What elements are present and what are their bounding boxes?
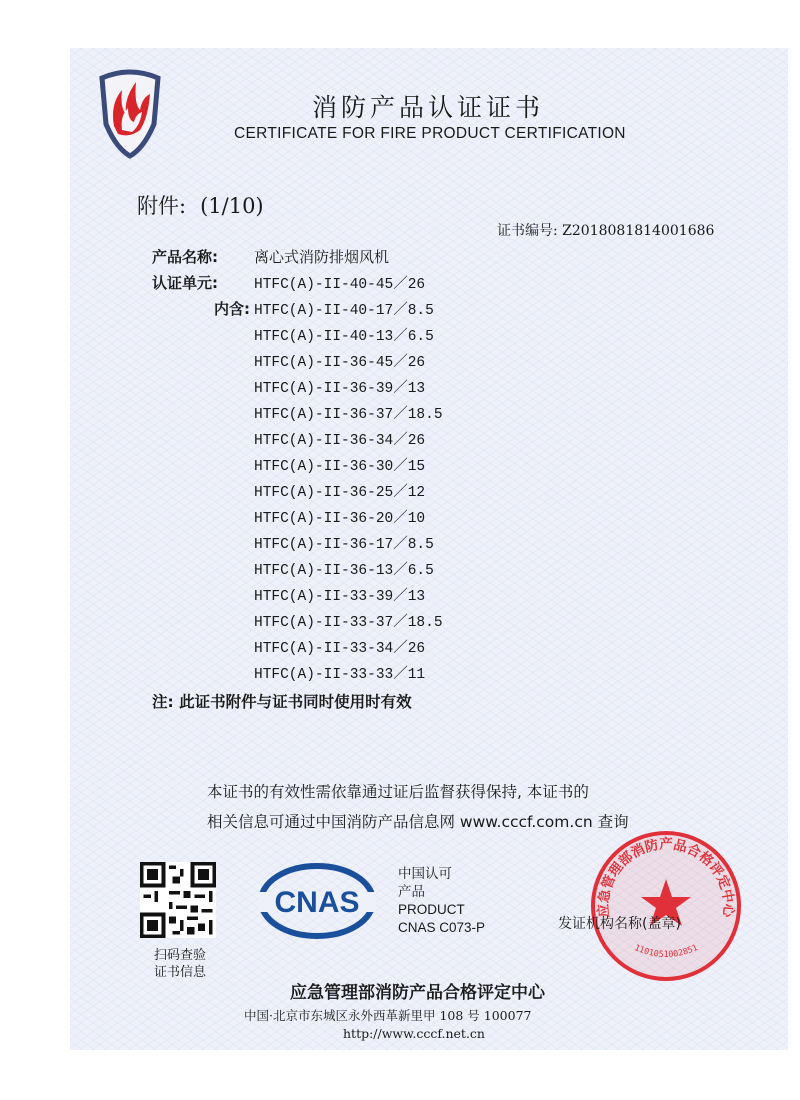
model-list-item: HTFC(A)-II-36-30／15: [254, 459, 426, 475]
issuing-center-name: 应急管理部消防产品合格评定中心: [290, 983, 545, 1003]
validity-text-line1: 本证书的有效性需依靠通过证后监督获得保持, 本证书的: [207, 783, 589, 801]
model-list-item: HTFC(A)-II-36-13／6.5: [254, 563, 434, 579]
cert-unit-value: HTFC(A)-II-40-45／26: [254, 277, 426, 293]
product-name-label: 产品名称:: [152, 248, 218, 266]
contains-label: 内含:: [214, 300, 250, 318]
model-list-item: HTFC(A)-II-33-34／26: [254, 641, 426, 657]
validity-text-line2: 相关信息可通过中国消防产品信息网 www.cccf.com.cn 查询: [207, 813, 629, 831]
attachment-page: (1/10): [200, 194, 264, 218]
model-list-item: HTFC(A)-II-36-17／8.5: [254, 537, 434, 553]
contains-row: [152, 298, 434, 319]
cert-unit-label: 认证单元:: [152, 274, 218, 292]
model-list-item: HTFC(A)-II-33-37／18.5: [254, 615, 443, 631]
model-list-item: HTFC(A)-II-36-37／18.5: [254, 407, 443, 423]
product-name-value: 离心式消防排烟风机: [254, 248, 390, 266]
certificate-title-cn: 消防产品认证证书: [312, 93, 545, 122]
website-url: http://www.cccf.net.cn: [343, 1026, 485, 1041]
qr-caption-line2: 证书信息: [154, 965, 207, 980]
model-list-item: HTFC(A)-II-40-13／6.5: [254, 329, 434, 345]
cert-unit-row: [152, 272, 425, 293]
model-list-item: HTFC(A)-II-36-39／13: [254, 381, 426, 397]
seal-number: 1101051002851: [632, 943, 700, 960]
qr-code-icon: [140, 862, 216, 938]
cnas-logo-icon: [258, 862, 376, 940]
model-list-item: HTFC(A)-II-36-45／26: [254, 355, 426, 371]
model-list-item: HTFC(A)-II-36-34／26: [254, 433, 426, 449]
contains-first-model: HTFC(A)-II-40-17／8.5: [254, 303, 434, 319]
model-list-item: HTFC(A)-II-33-39／13: [254, 589, 426, 605]
certificate-title-en: CERTIFICATE FOR FIRE PRODUCT CERTIFICATION: [234, 125, 626, 142]
model-list-item: HTFC(A)-II-36-25／12: [254, 485, 426, 501]
issuer-label: 发证机构名称(盖章): [558, 916, 681, 932]
model-list-item: HTFC(A)-II-36-20／10: [254, 511, 426, 527]
cnas-line3: PRODUCT: [398, 902, 465, 917]
attachment-note: 注: 此证书附件与证书同时使用时有效: [152, 693, 412, 711]
attachment-heading: [137, 190, 264, 220]
seal-text: 应急管理部消防产品合格评定中心: [595, 836, 737, 918]
official-seal-icon: [589, 829, 743, 983]
model-list-item: HTFC(A)-II-33-33／11: [254, 667, 426, 683]
product-name-row: [152, 246, 389, 267]
attachment-label: 附件:: [137, 194, 187, 218]
cnas-logo-text: CNAS: [274, 886, 360, 919]
cnas-line2: 产品: [398, 884, 425, 899]
cnas-line4: CNAS C073-P: [398, 920, 486, 935]
fire-emblem-icon: [96, 64, 164, 160]
certificate-number: 证书编号: Z2018081814001686: [497, 223, 715, 239]
qr-caption-line1: 扫码查验: [154, 948, 207, 963]
cnas-line1: 中国认可: [398, 866, 452, 881]
address-line: 中国·北京市东城区永外西革新里甲 108 号 100077: [244, 1008, 532, 1023]
